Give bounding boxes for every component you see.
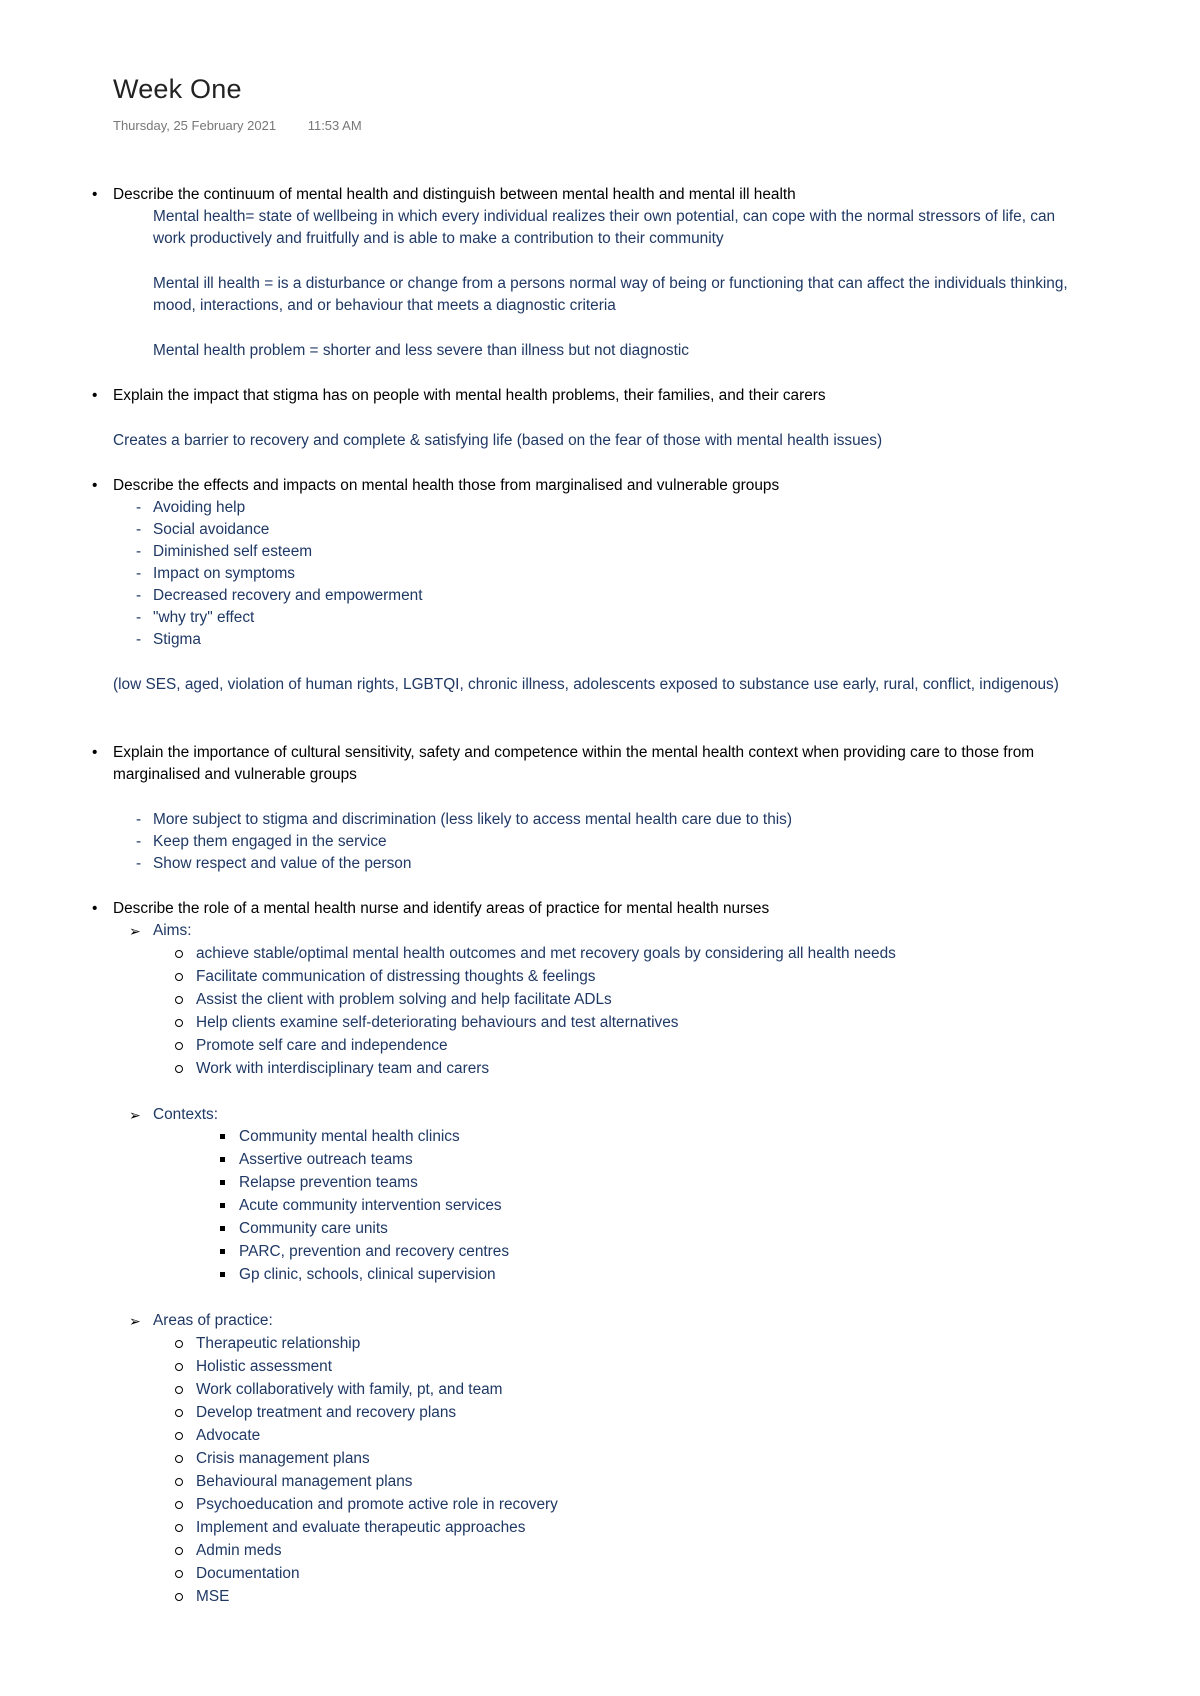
s4-list-item: - More subject to stigma and discrimination (less likely to access mental health care due to this) <box>153 809 792 831</box>
s5-area-item: MSE <box>196 1586 229 1608</box>
s3-list-item: - "why try" effect <box>153 607 254 629</box>
s3-heading: • Describe the effects and impacts on mental health those from marginalised and vulnerable groups <box>113 475 779 497</box>
s5-aim-item: Help clients examine self-deteriorating behaviours and test alternatives <box>196 1012 679 1034</box>
s5-heading: • Describe the role of a mental health nurse and identify areas of practice for mental health nurses <box>113 898 769 920</box>
s5-aim-item: Assist the client with problem solving and help facilitate ADLs <box>196 989 612 1011</box>
s5-context-item: PARC, prevention and recovery centres <box>239 1241 509 1263</box>
s3-list-item: - Social avoidance <box>153 519 269 541</box>
s5-aim-item: achieve stable/optimal mental health outcomes and met recovery goals by considering all health needs <box>196 943 896 965</box>
s5-context-item: Gp clinic, schools, clinical supervision <box>239 1264 496 1286</box>
s5-context-item: Assertive outreach teams <box>239 1149 413 1171</box>
s1-mental-health-def-2: work productively and fruitfully and is able to make a contribution to their community <box>153 230 724 247</box>
s2-heading: • Explain the impact that stigma has on people with mental health problems, their families, and their carers <box>113 385 826 407</box>
s3-list-item: - Impact on symptoms <box>153 563 295 585</box>
s1-mental-health-def-1: Mental health= state of wellbeing in which every individual realizes their own potential, can cope with the normal stressors of life, can <box>153 208 1056 225</box>
s4-heading-2: marginalised and vulnerable groups <box>113 766 357 783</box>
s5-context-item: Relapse prevention teams <box>239 1172 418 1194</box>
s5-aim-item: Work with interdisciplinary team and carers <box>196 1058 489 1080</box>
s5-context-item: Community mental health clinics <box>239 1126 460 1148</box>
s3-groups: (low SES, aged, violation of human rights, LGBTQI, chronic illness, adolescents exposed to substance use early, rural, conflict, indigenous) <box>113 676 1059 693</box>
s5-aim-item: Facilitate communication of distressing thoughts & feelings <box>196 966 596 988</box>
s5-area-item: Documentation <box>196 1563 300 1585</box>
s4-list-item: - Show respect and value of the person <box>153 853 411 875</box>
s3-list-item: - Avoiding help <box>153 497 245 519</box>
s5-aims-label: ➢ Aims: <box>153 920 191 942</box>
s1-heading: • Describe the continuum of mental health and distinguish between mental health and mental ill health <box>113 184 796 206</box>
s3-list-item: - Diminished self esteem <box>153 541 312 563</box>
s5-area-item: Holistic assessment <box>196 1356 332 1378</box>
s5-area-item: Implement and evaluate therapeutic approaches <box>196 1517 525 1539</box>
s5-area-item: Work collaboratively with family, pt, and team <box>196 1379 503 1401</box>
s5-area-item: Crisis management plans <box>196 1448 370 1470</box>
s5-area-item: Therapeutic relationship <box>196 1333 360 1355</box>
page-time: 11:53 AM <box>307 118 362 133</box>
s5-context-item: Community care units <box>239 1218 388 1240</box>
s5-contexts-label: ➢ Contexts: <box>153 1104 218 1126</box>
s5-context-item: Acute community intervention services <box>239 1195 502 1217</box>
s3-list-item: - Stigma <box>153 629 201 651</box>
s4-heading-1: • Explain the importance of cultural sensitivity, safety and competence within the mental health context when providing care to those from <box>113 742 1034 764</box>
s5-area-item: Behavioural management plans <box>196 1471 412 1493</box>
s5-area-item: Psychoeducation and promote active role in recovery <box>196 1494 558 1516</box>
s3-list-item: - Decreased recovery and empowerment <box>153 585 422 607</box>
page-timestamp <box>113 118 362 133</box>
s5-areas-label: ➢ Areas of practice: <box>153 1310 273 1332</box>
s5-area-item: Admin meds <box>196 1540 282 1562</box>
s4-list-item: - Keep them engaged in the service <box>153 831 387 853</box>
page-date: Thursday, 25 February 2021 <box>113 118 277 133</box>
s1-mental-ill-health-def-1: Mental ill health = is a disturbance or change from a persons normal way of being or functioning that can affect the individuals thinking, <box>153 275 1068 292</box>
s5-area-item: Advocate <box>196 1425 260 1447</box>
s1-mental-health-problem-def: Mental health problem = shorter and less severe than illness but not diagnostic <box>153 342 689 359</box>
s5-aim-item: Promote self care and independence <box>196 1035 448 1057</box>
page-title: Week One <box>113 74 242 104</box>
s1-mental-ill-health-def-2: mood, interactions, and or behaviour that meets a diagnostic criteria <box>153 297 616 314</box>
s2-answer: Creates a barrier to recovery and complete & satisfying life (based on the fear of those with mental health issues) <box>113 432 883 449</box>
s5-area-item: Develop treatment and recovery plans <box>196 1402 456 1424</box>
